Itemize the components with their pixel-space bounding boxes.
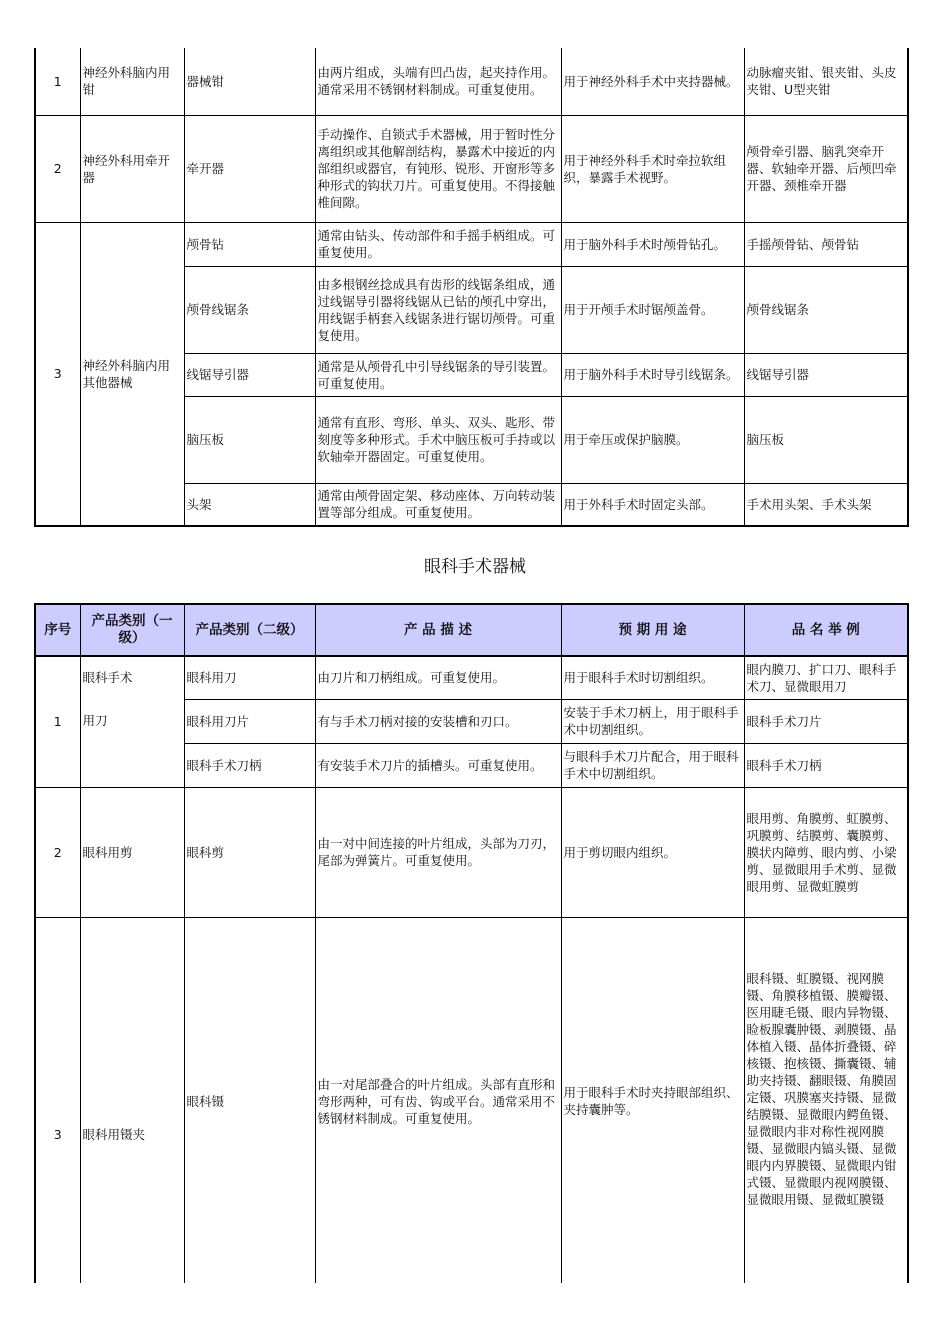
category-level1-line2: 用刀 (82, 713, 108, 728)
category-level2-cell: 颅骨线锯条 (184, 266, 315, 353)
description-cell: 有与手术刀柄对接的安装槽和刃口。 (315, 699, 561, 743)
table-row (35, 656, 908, 699)
category-level2-cell: 眼科用刀片 (184, 699, 315, 743)
examples-cell: 颅骨线锯条 (744, 266, 908, 353)
category-level2-cell: 器械钳 (184, 48, 315, 115)
seq-cell: 2 (35, 787, 80, 917)
category-level2-cell: 眼科手术刀柄 (184, 743, 315, 787)
category-level2-cell: 头架 (184, 483, 315, 526)
category-level2-cell: 眼科剪 (184, 787, 315, 917)
category-level1-cell: 眼科用镊夹 (80, 917, 184, 1283)
intended-use-cell: 用于神经外科手术时牵拉软组织，暴露手术视野。 (561, 115, 744, 222)
category-level1-line1: 眼科手术 (82, 670, 133, 685)
description-cell: 有安装手术刀片的插槽头。可重复使用。 (315, 743, 561, 787)
intended-use-cell: 安装于手术刀柄上，用于眼科手术中切割组织。 (561, 699, 744, 743)
table-header-row (35, 604, 908, 656)
category-level2-cell: 脑压板 (184, 396, 315, 483)
description-cell: 通常是从颅骨孔中引导线锯条的导引装置。可重复使用。 (315, 353, 561, 396)
seq-cell: 2 (35, 115, 80, 222)
description-cell: 由刀片和刀柄组成。可重复使用。 (315, 656, 561, 699)
intended-use-cell: 用于外科手术时固定头部。 (561, 483, 744, 526)
description-cell: 手动操作、自锁式手术器械，用于暂时性分离组织或其他解剖结构，暴露术中接近的内部组织或器官，有钝形、锐形、开窗形等多种形式的钩状刀片。可重复使用。不得接触椎间隙。 (315, 115, 561, 222)
category-level1-cell (80, 656, 184, 787)
intended-use-cell: 用于脑外科手术时颅骨钻孔。 (561, 222, 744, 266)
examples-cell: 眼内膜刀、扩口刀、眼科手术刀、显微眼用刀 (744, 656, 908, 699)
table-row (35, 48, 908, 115)
examples-cell: 动脉瘤夹钳、银夹钳、头皮夹钳、U型夹钳 (744, 48, 908, 115)
seq-cell: 1 (35, 48, 80, 115)
ophthalmic-table (34, 603, 909, 1283)
neurosurgery-table (34, 48, 909, 527)
header-examples: 品 名 举 例 (744, 604, 908, 656)
category-level2-cell: 眼科用刀 (184, 656, 315, 699)
category-level2-cell: 牵开器 (184, 115, 315, 222)
category-level1-cell: 神经外科脑内用其他器械 (80, 222, 184, 526)
description-cell: 由一对中间连接的叶片组成，头部为刀刃，尾部为弹簧片。可重复使用。 (315, 787, 561, 917)
examples-cell: 眼科镊、虹膜镊、视网膜镊、角膜移植镊、膜瓣镊、医用睫毛镊、眼内异物镊、睑板腺囊肿镊、剥膜镊、晶体植入镊、晶体折叠镊、碎核镊、抱核镊、撕囊镊、辅助夹持镊、翻眼镊、角膜固定镊、巩膜塞夹持镊、显微结膜镊、显微眼内鳄鱼镊、显微眼内非对称性视网膜镊、显微眼内镐头镊、显微眼内内界膜镊、显微眼内钳式镊、显微眼内视网膜镊、显微眼用镊、显微虹膜镊 (744, 917, 908, 1283)
description-cell: 由两片组成，头端有凹凸齿，起夹持作用。通常采用不锈钢材料制成。可重复使用。 (315, 48, 561, 115)
seq-cell: 3 (35, 917, 80, 1283)
header-seq: 序号 (35, 604, 80, 656)
intended-use-cell: 用于剪切眼内组织。 (561, 787, 744, 917)
intended-use-cell: 用于眼科手术时夹持眼部组织、夹持囊肿等。 (561, 917, 744, 1283)
description-cell: 由一对尾部叠合的叶片组成。头部有直形和弯形两种，可有齿、钩或平台。通常采用不锈钢材料制成。可重复使用。 (315, 917, 561, 1283)
intended-use-cell: 用于脑外科手术时导引线锯条。 (561, 353, 744, 396)
header-category-level2: 产品类别（二级） (184, 604, 315, 656)
examples-cell: 眼用剪、角膜剪、虹膜剪、巩膜剪、结膜剪、囊膜剪、膜状内障剪、眼内剪、小梁剪、显微眼用手术剪、显微眼用剪、显微虹膜剪 (744, 787, 908, 917)
header-description: 产 品 描 述 (315, 604, 561, 656)
table-row (35, 917, 908, 1283)
description-cell: 通常有直形、弯形、单头、双头、匙形、带刻度等多种形式。手术中脑压板可手持或以软轴牵开器固定。可重复使用。 (315, 396, 561, 483)
seq-cell: 1 (35, 656, 80, 787)
table-row (35, 787, 908, 917)
seq-cell: 3 (35, 222, 80, 526)
category-level2-cell: 线锯导引器 (184, 353, 315, 396)
category-level1-cell: 神经外科用牵开器 (80, 115, 184, 222)
category-level1-cell: 神经外科脑内用钳 (80, 48, 184, 115)
intended-use-cell: 与眼科手术刀片配合，用于眼科手术中切割组织。 (561, 743, 744, 787)
examples-cell: 手术用头架、手术头架 (744, 483, 908, 526)
intended-use-cell: 用于开颅手术时锯颅盖骨。 (561, 266, 744, 353)
examples-cell: 脑压板 (744, 396, 908, 483)
examples-cell: 眼科手术刀柄 (744, 743, 908, 787)
category-level2-cell: 颅骨钻 (184, 222, 315, 266)
examples-cell: 颅骨牵引器、脑乳突牵开器、软轴牵开器、后颅凹牵开器、颈椎牵开器 (744, 115, 908, 222)
category-level1-cell: 眼科用剪 (80, 787, 184, 917)
table-row (35, 222, 908, 266)
header-intended-use: 预 期 用 途 (561, 604, 744, 656)
examples-cell: 眼科手术刀片 (744, 699, 908, 743)
description-cell: 通常由颅骨固定架、移动座体、万向转动装置等部分组成。可重复使用。 (315, 483, 561, 526)
header-category-level1: 产品类别（一级） (80, 604, 184, 656)
description-cell: 由多根钢丝捻成具有齿形的线锯条组成，通过线锯导引器将线锯从已钻的颅孔中穿出，用线锯手柄套入线锯条进行锯切颅骨。可重复使用。 (315, 266, 561, 353)
examples-cell: 手摇颅骨钻、颅骨钻 (744, 222, 908, 266)
table-row (35, 115, 908, 222)
intended-use-cell: 用于神经外科手术中夹持器械。 (561, 48, 744, 115)
category-level2-cell: 眼科镊 (184, 917, 315, 1283)
section-title: 眼科手术器械 (424, 557, 526, 577)
description-cell: 通常由钻头、传动部件和手摇手柄组成。可重复使用。 (315, 222, 561, 266)
examples-cell: 线锯导引器 (744, 353, 908, 396)
intended-use-cell: 用于牵压或保护脑膜。 (561, 396, 744, 483)
intended-use-cell: 用于眼科手术时切割组织。 (561, 656, 744, 699)
